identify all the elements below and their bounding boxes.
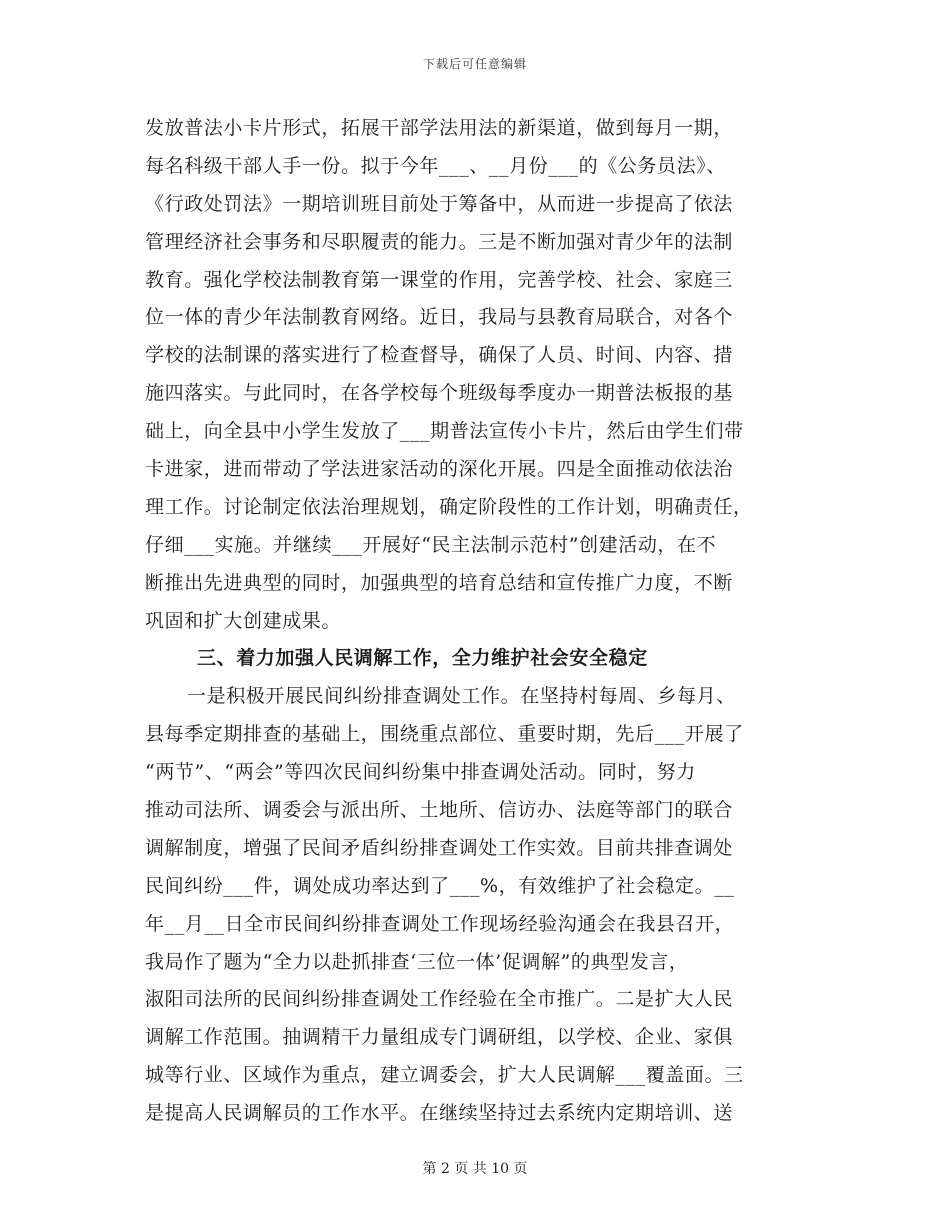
paragraph-line: 巩固和扩大创建成果。 [145, 609, 342, 632]
paragraph-line: 淑阳司法所的民间纠纷排查调处工作经验在全市推广。二是扩大人民 [145, 988, 734, 1011]
paragraph-line: 卡进家，进而带动了学法进家活动的深化开展。四是全面推动依法治 [145, 458, 734, 481]
paragraph-line: 推动司法所、调委会与派出所、土地所、信访办、法庭等部门的联合 [145, 799, 734, 822]
section-heading: 三、着力加强人民调解工作，全力维护社会安全稳定 [197, 647, 648, 670]
document-body [145, 110, 815, 1133]
paragraph-line: 调解制度，增强了民间矛盾纠纷排查调处工作实效。目前共排查调处 [145, 836, 734, 859]
paragraph-line: 民间纠纷___件，调处成功率达到了___%，有效维护了社会稳定。__ [145, 874, 735, 897]
page-number-footer: 第 2 页 共 10 页 [422, 1161, 528, 1177]
paragraph-line: 城等行业、区域作为重点，建立调委会，扩大人民调解___覆盖面。三 [145, 1064, 744, 1087]
paragraph-line: 一是积极开展民间纠纷排查调处工作。在坚持村每周、乡每月、 [187, 685, 736, 708]
paragraph-line: 每名科级干部人手一份。拟于今年___、__月份___的《公务员法》、 [145, 154, 726, 177]
paragraph-line: 施四落实。与此同时，在各学校每个班级每季度办一期普法板报的基 [145, 382, 734, 405]
paragraph-line: 础上，向全县中小学生发放了___期普法宣传小卡片，然后由学生们带 [145, 420, 744, 443]
paragraph-line: 教育。强化学校法制教育第一课堂的作用，完善学校、社会、家庭三 [145, 268, 734, 291]
paragraph-line: 断推出先进典型的同时，加强典型的培育总结和宣传推广力度，不断 [145, 571, 734, 594]
paragraph-line: 学校的法制课的落实进行了检查督导，确保了人员、时间、内容、措 [145, 344, 734, 367]
paragraph-line: 《行政处罚法》一期培训班目前处于筹备中，从而进一步提高了依法 [145, 192, 734, 215]
page-header: 下载后可任意编辑 [422, 57, 527, 71]
paragraph-line: 仔细___实施。并继续___开展好“民主法制示范村”创建活动，在不 [145, 533, 717, 556]
paragraph-line: 是提高人民调解员的工作水平。在继续坚持过去系统内定期培训、送 [145, 1102, 734, 1125]
paragraph-line: 管理经济社会事务和尽职履责的能力。三是不断加强对青少年的法制 [145, 230, 734, 253]
paragraph-line: 我局作了题为“全力以赴抓排查‘三位一体’促调解”的典型发言， [145, 950, 689, 973]
paragraph-line: 理工作。讨论制定依法治理规划，确定阶段性的工作计划，明确责任， [145, 495, 753, 518]
paragraph-line: 年__月__日全市民间纠纷排查调处工作现场经验沟通会在我县召开， [145, 912, 735, 935]
paragraph-line: “两节”、“两会”等四次民间纠纷集中排查调处活动。同时，努力 [145, 761, 696, 784]
paragraph-line: 位一体的青少年法制教育网络。近日，我局与县教育局联合，对各个 [145, 306, 734, 329]
paragraph-line: 调解工作范围。抽调精干力量组成专门调研组，以学校、企业、家俱 [145, 1026, 734, 1049]
paragraph-line: 县每季定期排查的基础上，围绕重点部位、重要时期，先后___开展了 [145, 723, 744, 746]
paragraph-line: 发放普法小卡片形式，拓展干部学法用法的新渠道，做到每月一期， [145, 117, 734, 139]
